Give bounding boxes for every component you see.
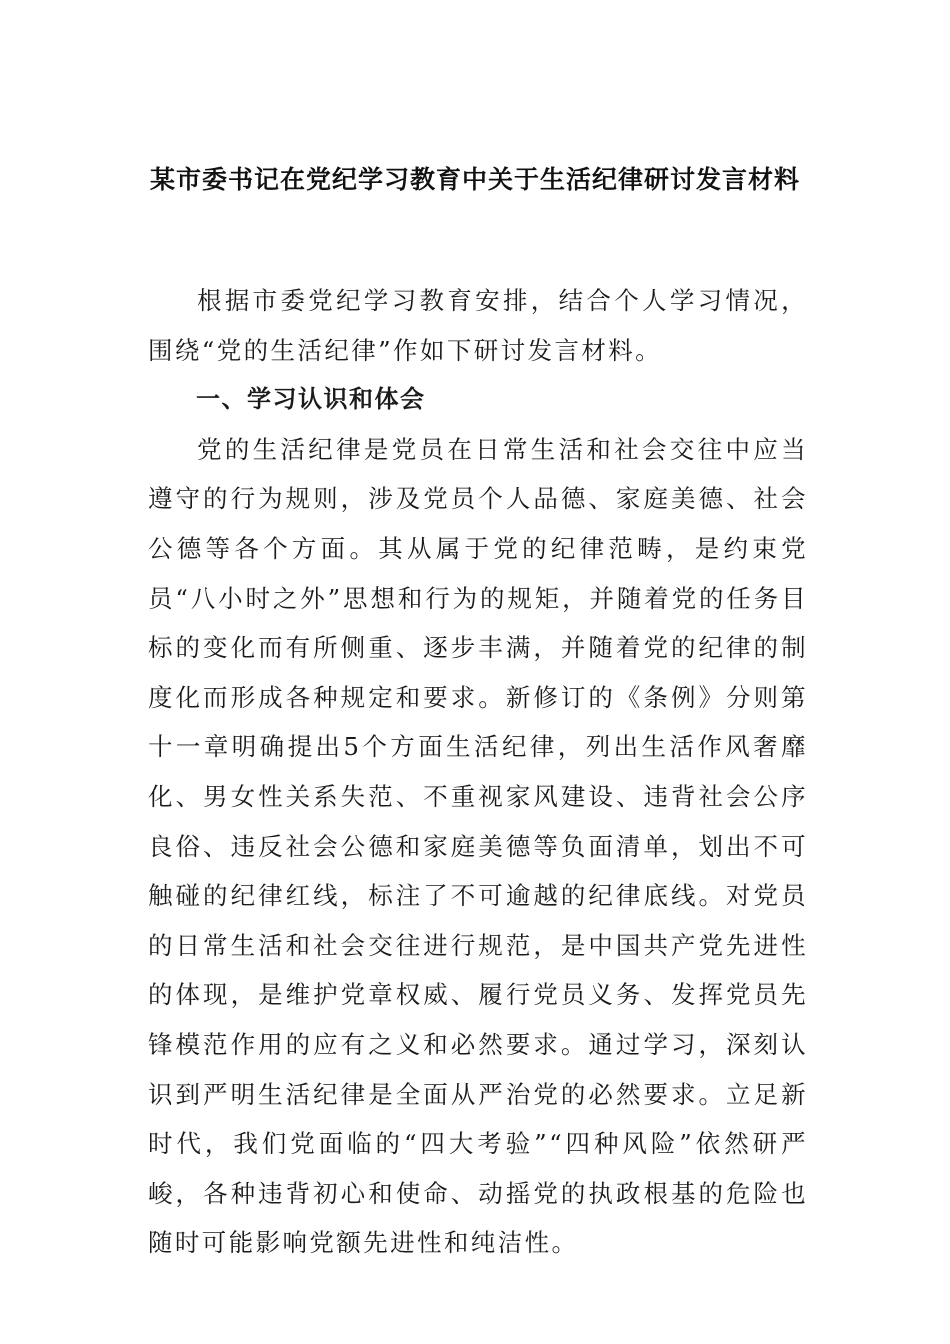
section-heading: 一、学习认识和体会 xyxy=(196,385,426,414)
document-title: 某市委书记在党纪学习教育中关于生活纪律研讨发言材料 xyxy=(149,165,800,194)
intro-paragraph: 根据市委党纪学习教育安排，结合个人学习情况，围绕“党的生活纪律”作如下研讨发言材料。 xyxy=(148,286,808,365)
document-body xyxy=(148,276,808,1268)
section-paragraph: 党的生活纪律是党员在日常生活和社会交往中应当遵守的行为规则，涉及党员个人品德、家庭美德、社会公德等各个方面。其从属于党的纪律范畴，是约束党员“八小时之外”思想和行为的规矩，并随着党的任务目标的变化而有所侧重、逐步丰满，并随着党的纪律的制度化而形成各种规定和要求。新修订的《条例》分则第十一章明确提出5个方面生活纪律，列出生活作风奢靡化、男女性关系失范、不重视家风建设、违背社会公序良俗、违反社会公德和家庭美德等负面清单，划出不可触碰的纪律红线，标注了不可逾越的纪律底线。对党员的日常生活和社会交往进行规范，是中国共产党先进性的体现，是维护党章权威、履行党员义务、发挥党员先锋模范作用的应有之义和必然要求。通过学习，深刻认识到严明生活纪律是全面从严治党的必然要求。立足新时代，我们党面临的“四大考验”“四种风险”依然研严峻，各种违背初心和使命、动摇党的执政根基的危险也随时可能影响党额先进性和纯洁性。 xyxy=(148,434,808,1258)
